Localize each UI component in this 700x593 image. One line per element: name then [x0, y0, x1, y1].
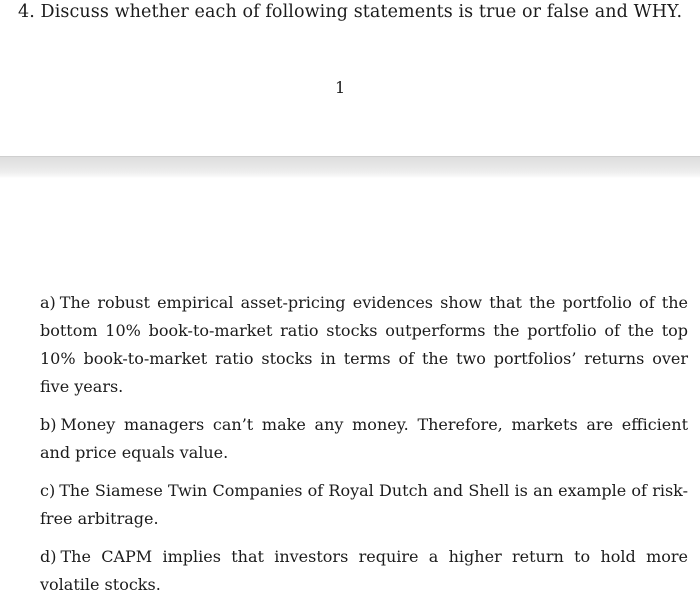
statement-text: Money managers can’t make any money. Therefore, markets are efficient and price equals value.: [40, 415, 688, 462]
statement-letter: d): [40, 547, 57, 566]
statement-list: [40, 289, 688, 593]
statement-c: [40, 477, 688, 533]
statement-letter: b): [40, 415, 57, 434]
page-break-edge: [0, 156, 700, 157]
statement-text: The robust empirical asset-pricing evidences show that the portfolio of the bottom 10% book-to-market ratio stocks outperforms the portfolio of the top 10% book-to-market ratio stocks in terms of the two portfolios’ returns over five years.: [40, 293, 688, 396]
statement-d: [40, 543, 688, 593]
page-break-band: [0, 156, 700, 178]
statement-letter: a): [40, 293, 56, 312]
statement-text: The CAPM implies that investors require a higher return to hold more volatile stocks.: [40, 547, 688, 593]
question-heading: 4. Discuss whether each of following statements is true or false and WHY.: [18, 2, 683, 22]
page-number: 1: [335, 78, 346, 97]
statement-a: [40, 289, 688, 401]
statement-b: [40, 411, 688, 467]
statement-text: The Siamese Twin Companies of Royal Dutch and Shell is an example of risk-free arbitrage.: [40, 481, 688, 528]
statement-letter: c): [40, 481, 56, 500]
